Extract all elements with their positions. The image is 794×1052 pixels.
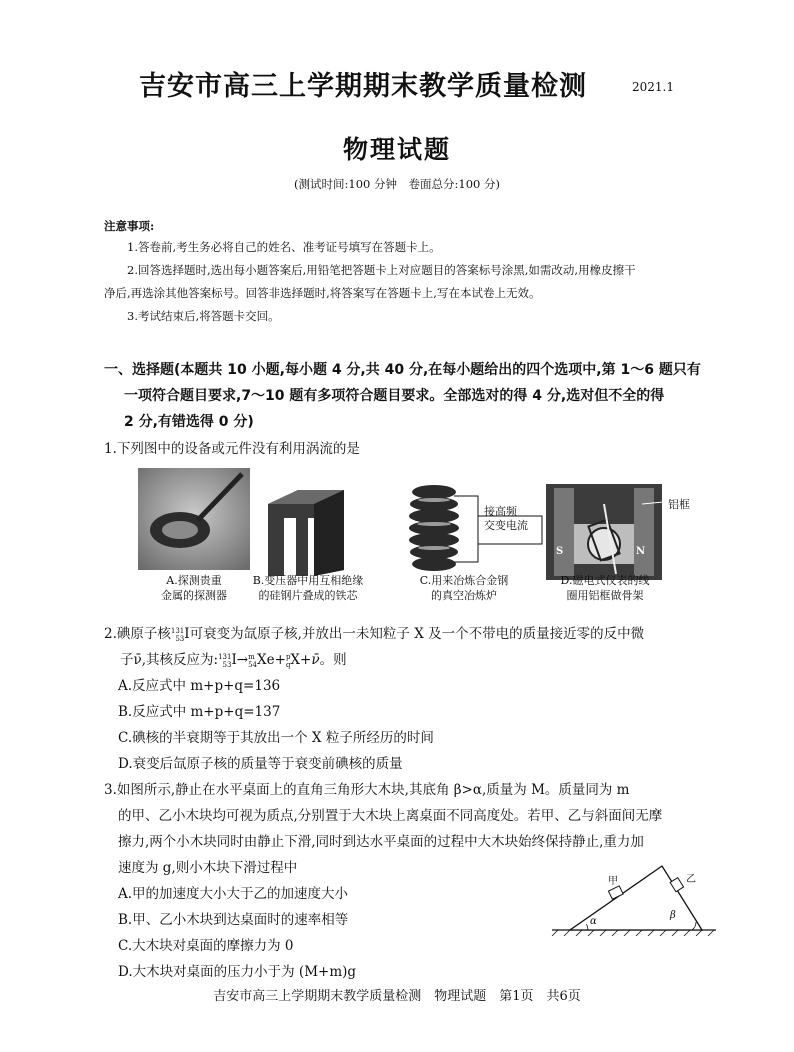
antineutrino-symbol: ν̄ — [133, 652, 142, 668]
q3-option-c: C.大木块对桌面的摩擦力为 0 — [118, 938, 294, 954]
q2-line1: 2.碘原子核 131 53 I可衰变为氙原子核,并放出一未知粒子 X 及一个不带电的质量接近零的反中微 — [104, 626, 645, 643]
block-jia-label: 甲 — [608, 876, 618, 887]
caption-a: A.探测贵重 金属的探测器 — [161, 574, 227, 602]
q2-option-a: A.反应式中 m+p+q=136 — [118, 678, 281, 694]
angle-alpha-label: α — [590, 916, 597, 927]
angle-beta-label: β — [670, 910, 676, 921]
q2-option-c: C.碘核的半衰期等于其放出一个 X 粒子所经历的时间 — [118, 730, 434, 746]
q2-line2: 子ν̄,其核反应为: 131 53 I→ m 54 Xe+ p q X+ν̄。则 — [120, 652, 347, 669]
meter-photo — [546, 484, 662, 580]
q3-option-b: B.甲、乙小木块到达桌面时的速率相等 — [118, 912, 349, 928]
note-item: 净后,再选涂其他答案标号。回答非选择题时,将答案写在答题卡上,写在本试卷上无效。 — [104, 286, 541, 300]
subject-title: 物理试题 — [342, 135, 451, 164]
q3-line2: 的甲、乙小木块均可视为质点,分别置于大木块上离桌面不同高度处。若甲、乙与斜面间无摩 — [118, 808, 663, 824]
caption-d: D.磁电式仪表的线 圈用铝框做骨架 — [560, 574, 650, 602]
block-yi-label: 乙 — [686, 874, 696, 885]
q3-option-d: D.大木块对桌面的压力小于为 (M+m)g — [118, 964, 357, 980]
section-heading: 一、选择题(本题共 10 小题,每小题 4 分,共 40 分,在每小题给出的四个选项中,第 1～6 题只有 — [104, 362, 701, 378]
q3-line3: 擦力,两个小木块同时由静止下滑,同时到达水平桌面的过程中大木块始终保持静止,重力加 — [118, 834, 644, 850]
coil-label: 接高频 交变电流 — [484, 505, 528, 532]
q2-option-d: D.衰变后氙原子核的质量等于衰变前碘核的质量 — [118, 756, 403, 772]
caption-c: C.用来冶炼合金钢 的真空冶炼炉 — [419, 574, 509, 602]
exam-info: (测试时间:100 分钟 卷面总分:100 分) — [294, 177, 500, 191]
pole-s-label: S — [556, 546, 564, 557]
frame-label: 铝框 — [668, 498, 690, 511]
pole-n-label: N — [636, 546, 646, 557]
metal-detector-photo — [138, 468, 250, 570]
page-footer: 吉安市高三上学期期末教学质量检测 物理试题 第1页 共6页 — [213, 989, 581, 1004]
exam-date: 2021.1 — [632, 80, 674, 94]
q3-line1: 3.如图所示,静止在水平桌面上的直角三角形大木块,其底角 β>α,质量为 M。质量同为 m — [104, 782, 630, 798]
note-item: 3.考试结束后,将答题卡交回。 — [127, 309, 280, 323]
q2-option-b: B.反应式中 m+p+q=137 — [118, 704, 281, 720]
note-item: 2.回答选择题时,选出每小题答案后,用铅笔把答题卡上对应题目的答案标号涂黑,如需改动,用橡皮擦干 — [127, 263, 636, 277]
q3-line4: 速度为 g,则小木块下滑过程中 — [118, 860, 298, 876]
q3-option-a: A.甲的加速度大小大于乙的加速度大小 — [118, 886, 349, 902]
q1-stem: 1.下列图中的设备或元件没有利用涡流的是 — [104, 441, 360, 457]
note-item: 1.答卷前,考生务必将自己的姓名、准考证号填写在答题卡上。 — [127, 240, 441, 254]
notes-heading: 注意事项: — [104, 219, 155, 233]
section-heading-cont: 2 分,有错选得 0 分) — [124, 414, 254, 430]
transformer-core-photo — [258, 484, 350, 580]
exam-title: 吉安市高三上学期期末教学质量检测 — [139, 71, 587, 102]
section-heading-cont: 一项符合题目要求,7～10 题有多项符合题目要求。全部选对的得 4 分,选对但不全的得 — [124, 388, 665, 404]
caption-b: B.变压器中用互相绝缘 的硅钢片叠成的铁芯 — [252, 574, 364, 602]
